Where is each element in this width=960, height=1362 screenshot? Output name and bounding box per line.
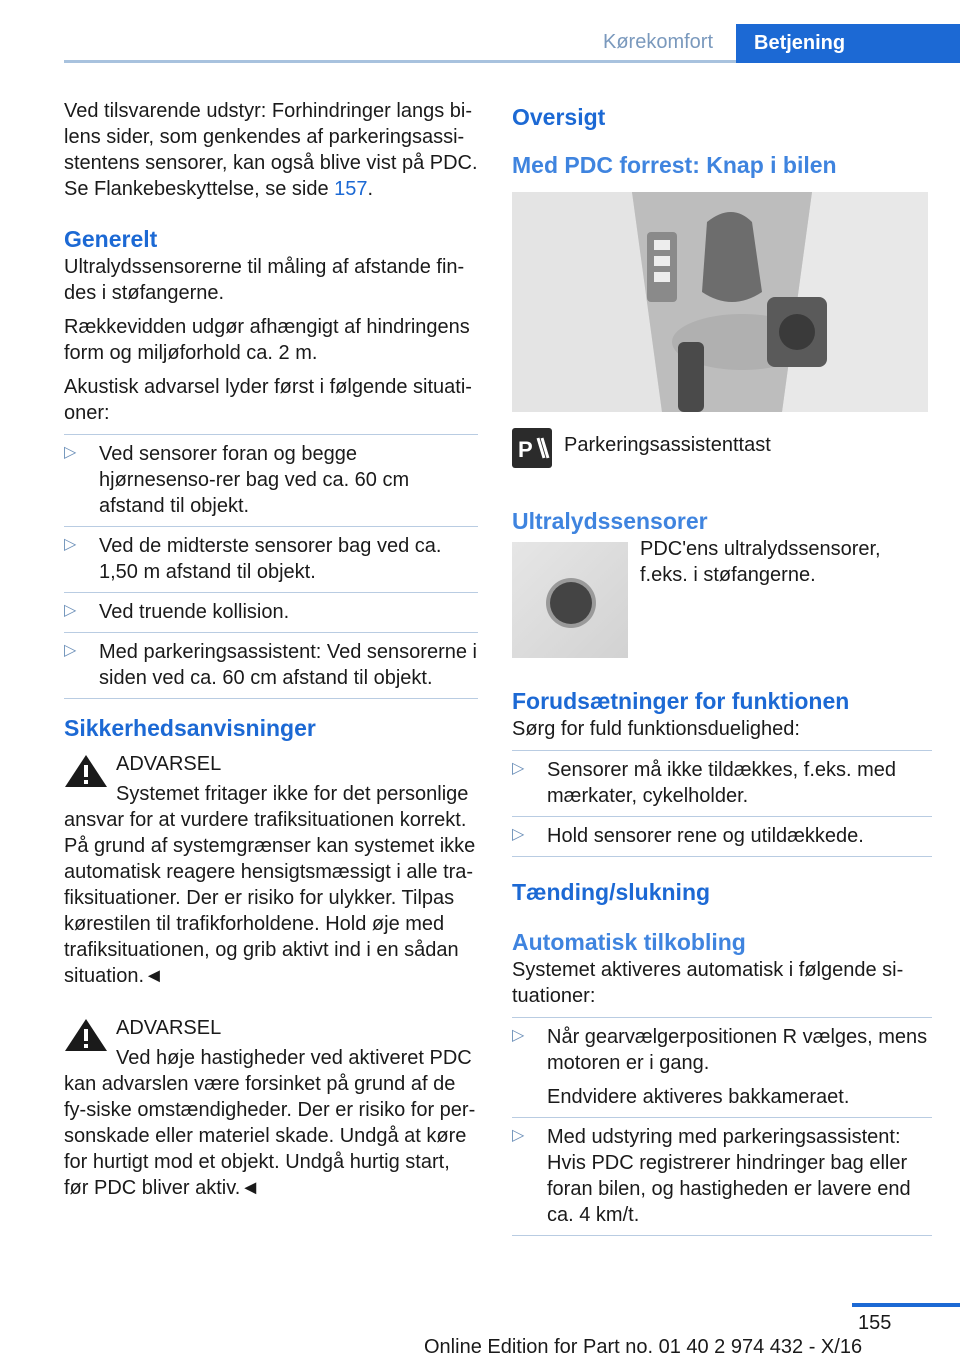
subsection-title-auto: Automatisk tilkobling (512, 929, 746, 955)
edition-text: Online Edition for Part no. 01 40 2 974 432 - X/16 (424, 1336, 863, 1358)
left-column (64, 98, 478, 1227)
auto-list (512, 1017, 932, 1236)
footer-rule (852, 1303, 960, 1307)
triangle-bullet-icon: ▷ (512, 1127, 525, 1144)
header-tab-betjening[interactable]: Betjening (736, 24, 960, 63)
list-item: ▷ Med udstyring med parkeringsassistent: Hvis PDC registrerer hindringer bag eller foran bilen, og hastigheden er lavere end ca. 4 km/t. (512, 1118, 932, 1236)
sensor-image (512, 542, 628, 658)
intro-paragraph: Ved tilsvarende udstyr: Forhindringer langs bi-lens sider, som genkendes af parkeringsassi-stentens sensorer, kan også blive vist på PDC. Se Flankebeskyttelse, se side 157. (64, 100, 478, 200)
section-title-safety: Sikkerhedsanvisninger (64, 715, 316, 741)
warning-block-1 (64, 751, 478, 989)
forudsaetninger-p: Sørg for fuld funktionsduelighed: (512, 718, 800, 740)
console-photo (512, 192, 928, 412)
svg-text:P: P (518, 437, 533, 462)
subsection-title-pdc: Med PDC forrest: Knap i bilen (512, 152, 837, 178)
warning-block-2 (64, 1015, 478, 1201)
list-item: ▷ Ved de midterste sensorer bag ved ca. 1,50 m afstand til objekt. (64, 527, 478, 593)
sensor-icon (550, 582, 592, 624)
subsection-title-ultra: Ultralydssensorer (512, 508, 708, 534)
parking-button-label: Parkeringsassistenttast (564, 434, 771, 456)
triangle-bullet-icon: ▷ (512, 1027, 525, 1044)
generelt-p2: Rækkevidden udgør afhængigt af hindringens form og miljøforhold ca. 2 m. (64, 316, 470, 364)
page-number: 155 (858, 1312, 892, 1334)
warning-text: Systemet fritager ikke for det personlige ansvar for at vurdere trafiksituationen korrekt. På grund af systemgrænser kan systemet ikke automatisk reagere hensigtsmæssigt i alle tra-fiksituationer. Der er risiko for ulykker. Tilpas kørestilen til trafikforholdene. Hold øje med trafiksituationen, og grib aktivt ind i en sådan situation.◄ (64, 783, 476, 987)
forudsaetninger-list (512, 750, 932, 857)
triangle-bullet-icon: ▷ (64, 444, 77, 461)
console-illustration (512, 192, 928, 412)
warning-list (64, 434, 478, 699)
warning-heading: ADVARSEL (116, 1017, 222, 1039)
list-item: ▷ Sensorer må ikke tildækkes, f.eks. med mærkater, cykelholder. (512, 751, 932, 817)
page-link[interactable]: 157 (334, 178, 368, 200)
list-item: ▷ Hold sensorer rene og utildækkede. (512, 817, 932, 857)
generelt-p1: Ultralydssensorerne til måling af afstande fin-des i støfangerne. (64, 256, 465, 304)
list-item: ▷ Med parkeringsassistent: Ved sensorerne i siden ved ca. 60 cm afstand til objekt. (64, 633, 478, 699)
generelt-p3: Akustisk advarsel lyder først i følgende situati-oner: (64, 376, 472, 424)
sensor-row (512, 536, 932, 658)
warning-text: Ved høje hastigheder ved aktiveret PDC kan advarslen være forsinket på grund af de fy-siske omstændigheder. Der er risiko for per-sonskade eller materiel skade. Undgå at køre for hurtigt mod et objekt. Undgå hurtig start, før PDC bliver aktiv.◄ (64, 1047, 476, 1199)
triangle-bullet-icon: ▷ (512, 826, 525, 843)
list-item: ▷ Ved sensorer foran og begge hjørnesenso-rer bag ved ca. 60 cm afstand til objekt. (64, 435, 478, 527)
triangle-bullet-icon: ▷ (512, 760, 525, 777)
warning-triangle-icon (64, 1017, 108, 1053)
header-tab-korekomfort[interactable]: Kørekomfort (602, 31, 714, 53)
sensor-caption: PDC'ens ultralydssensorer, f.eks. i støfangerne. (640, 538, 881, 586)
parking-button-caption (512, 428, 932, 468)
section-title-taending: Tænding/slukning (512, 879, 711, 905)
section-title-oversigt: Oversigt (512, 104, 606, 130)
right-column (512, 98, 932, 1244)
list-item: ▷ Når gearvælgerpositionen R vælges, mens motoren er i gang. Endvidere aktiveres bakkameraet. (512, 1018, 932, 1118)
warning-triangle-icon (64, 753, 108, 789)
triangle-bullet-icon: ▷ (64, 536, 77, 553)
parking-assistant-button-icon (512, 428, 552, 468)
section-title-forudsaetninger: Forudsætninger for funktionen (512, 688, 850, 714)
list-item-extra: Endvidere aktiveres bakkameraet. (547, 1086, 850, 1108)
triangle-bullet-icon: ▷ (64, 642, 77, 659)
auto-p: Systemet aktiveres automatisk i følgende si-tuationer: (512, 959, 904, 1007)
list-item: ▷ Ved truende kollision. (64, 593, 478, 633)
section-title-generelt: Generelt (64, 226, 158, 252)
triangle-bullet-icon: ▷ (64, 602, 77, 619)
warning-heading: ADVARSEL (116, 753, 222, 775)
